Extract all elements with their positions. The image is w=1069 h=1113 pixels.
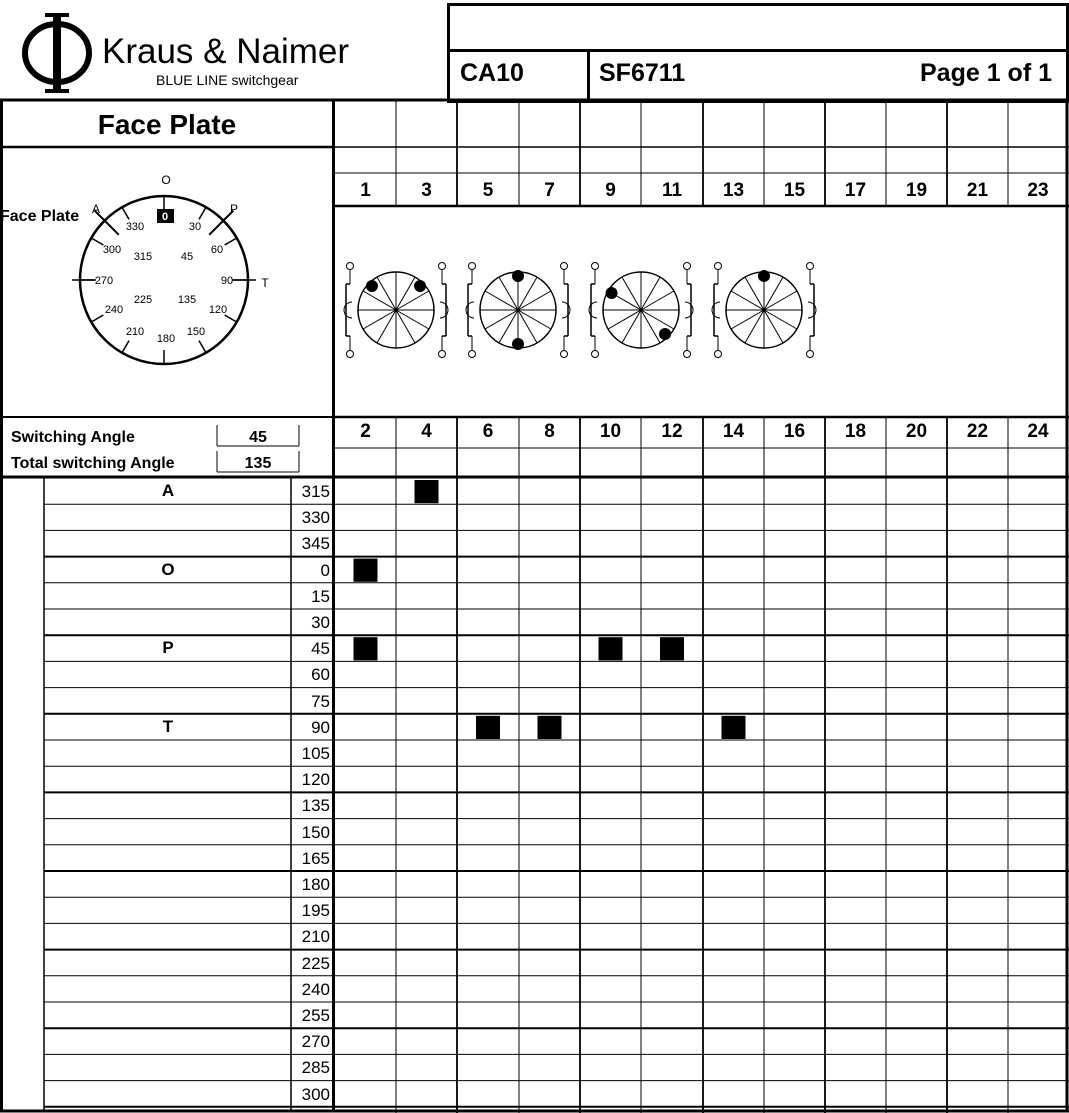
terminal-top-7: 7 xyxy=(544,180,555,201)
position-angle: 165 xyxy=(301,848,330,868)
terminal-bottom-2: 2 xyxy=(360,421,371,442)
position-angle: 0 xyxy=(320,560,330,580)
terminal-top-5: 5 xyxy=(482,180,494,201)
position-angle: 105 xyxy=(301,744,330,763)
position-angle: 75 xyxy=(311,691,330,711)
position-angle: 150 xyxy=(301,822,330,842)
terminal-top-9: 9 xyxy=(605,180,616,201)
position-angle: 210 xyxy=(301,927,330,947)
position-angle: 45 xyxy=(311,639,330,659)
terminal-bottom-12: 12 xyxy=(661,421,683,442)
position-angle: 60 xyxy=(311,665,330,685)
terminal-top-3: 3 xyxy=(421,180,432,201)
terminal-bottom-4: 4 xyxy=(421,421,432,442)
dial-label-t: T xyxy=(261,276,269,290)
dial-angle-300: 300 xyxy=(102,244,122,256)
dial-angle-45: 45 xyxy=(180,251,194,263)
dial-angle-135: 135 xyxy=(177,294,197,306)
position-angle: 30 xyxy=(311,613,330,632)
faceplate-title-text: Face Plate xyxy=(97,109,237,140)
dial-angle-180: 180 xyxy=(156,333,176,345)
position-angle: 270 xyxy=(301,1032,330,1052)
position-angle: 225 xyxy=(301,953,330,973)
position-angle: 255 xyxy=(301,1006,330,1025)
contact-diagram-3 xyxy=(589,263,693,358)
contact-closed-mark xyxy=(538,716,562,739)
contact-closed-mark xyxy=(476,716,500,739)
total-switching-angle-value: 135 xyxy=(244,455,272,472)
terminal-top-21: 21 xyxy=(966,180,989,201)
dial-angle-210: 210 xyxy=(125,326,145,338)
terminal-bottom-24: 24 xyxy=(1027,421,1049,442)
terminal-top-11: 11 xyxy=(661,180,683,201)
contact-closed-mark xyxy=(415,480,439,503)
position-name: T xyxy=(162,716,174,736)
terminal-bottom-18: 18 xyxy=(844,421,867,442)
position-angle: 15 xyxy=(311,586,330,606)
page-indicator: Page 1 of 1 xyxy=(920,59,1052,87)
contact-closed-mark xyxy=(722,716,746,739)
dial-angle-60: 60 xyxy=(210,244,224,256)
model-number: CA10 xyxy=(460,59,524,87)
dial-angle-315: 315 xyxy=(133,251,153,263)
position-angle: 330 xyxy=(301,508,330,528)
dial-angle-120: 120 xyxy=(208,304,228,316)
dial-angle-0: 0 xyxy=(161,211,169,223)
dial-angle-30: 30 xyxy=(188,221,202,233)
terminal-top-13: 13 xyxy=(722,180,745,201)
position-angle: 90 xyxy=(311,717,330,737)
terminal-top-19: 19 xyxy=(905,180,928,201)
terminal-bottom-20: 20 xyxy=(905,421,928,442)
faceplate-title: Face Plate xyxy=(0,208,80,225)
contact-closed-mark xyxy=(660,637,684,660)
dial-label-o: O xyxy=(161,173,171,187)
terminal-bottom-14: 14 xyxy=(722,421,745,442)
terminal-bottom-8: 8 xyxy=(544,421,555,442)
terminal-bottom-6: 6 xyxy=(482,421,494,442)
switching-angle-value: 45 xyxy=(249,429,267,446)
dial-angle-240: 240 xyxy=(104,304,124,316)
position-angle: 195 xyxy=(301,901,330,921)
dial-angle-90: 90 xyxy=(220,275,234,287)
position-name: A xyxy=(161,481,175,500)
position-angle: 120 xyxy=(301,770,330,790)
brand-tagline: BLUE LINE switchgear xyxy=(156,72,299,88)
position-name: O xyxy=(161,559,175,579)
terminal-bottom-10: 10 xyxy=(599,421,622,442)
position-angle: 345 xyxy=(301,534,330,554)
position-angle: 240 xyxy=(301,979,330,999)
dial-angle-270: 270 xyxy=(94,275,114,287)
contact-diagram-4 xyxy=(712,263,816,358)
position-name: P xyxy=(162,638,174,658)
position-angle: 285 xyxy=(301,1058,330,1078)
switching-angle-label: Switching Angle xyxy=(11,429,135,446)
terminal-top-1: 1 xyxy=(360,180,371,201)
total-switching-angle-label: Total switching Angle xyxy=(11,455,175,472)
brand-name: Kraus & Naimer xyxy=(102,32,350,71)
dial-label-a: A xyxy=(91,202,101,216)
dial-angle-225: 225 xyxy=(133,294,153,306)
terminal-top-15: 15 xyxy=(783,180,806,201)
contact-diagram-1 xyxy=(344,263,448,358)
terminal-top-23: 23 xyxy=(1027,180,1049,201)
terminal-top-17: 17 xyxy=(844,180,867,201)
terminal-bottom-22: 22 xyxy=(966,421,989,442)
part-number: SF6711 xyxy=(599,59,686,87)
dial-angle-330: 330 xyxy=(125,221,145,233)
contact-diagram-2 xyxy=(466,263,570,358)
contact-closed-mark xyxy=(354,637,378,660)
contact-closed-mark xyxy=(599,637,623,660)
terminal-bottom-16: 16 xyxy=(783,421,806,442)
position-angle: 315 xyxy=(301,482,330,501)
position-angle: 135 xyxy=(301,796,330,816)
dial-angle-150: 150 xyxy=(186,326,206,338)
contact-closed-mark xyxy=(354,559,378,582)
position-angle: 180 xyxy=(301,875,330,894)
dial-label-p: P xyxy=(229,202,239,216)
position-angle: 300 xyxy=(301,1084,330,1104)
